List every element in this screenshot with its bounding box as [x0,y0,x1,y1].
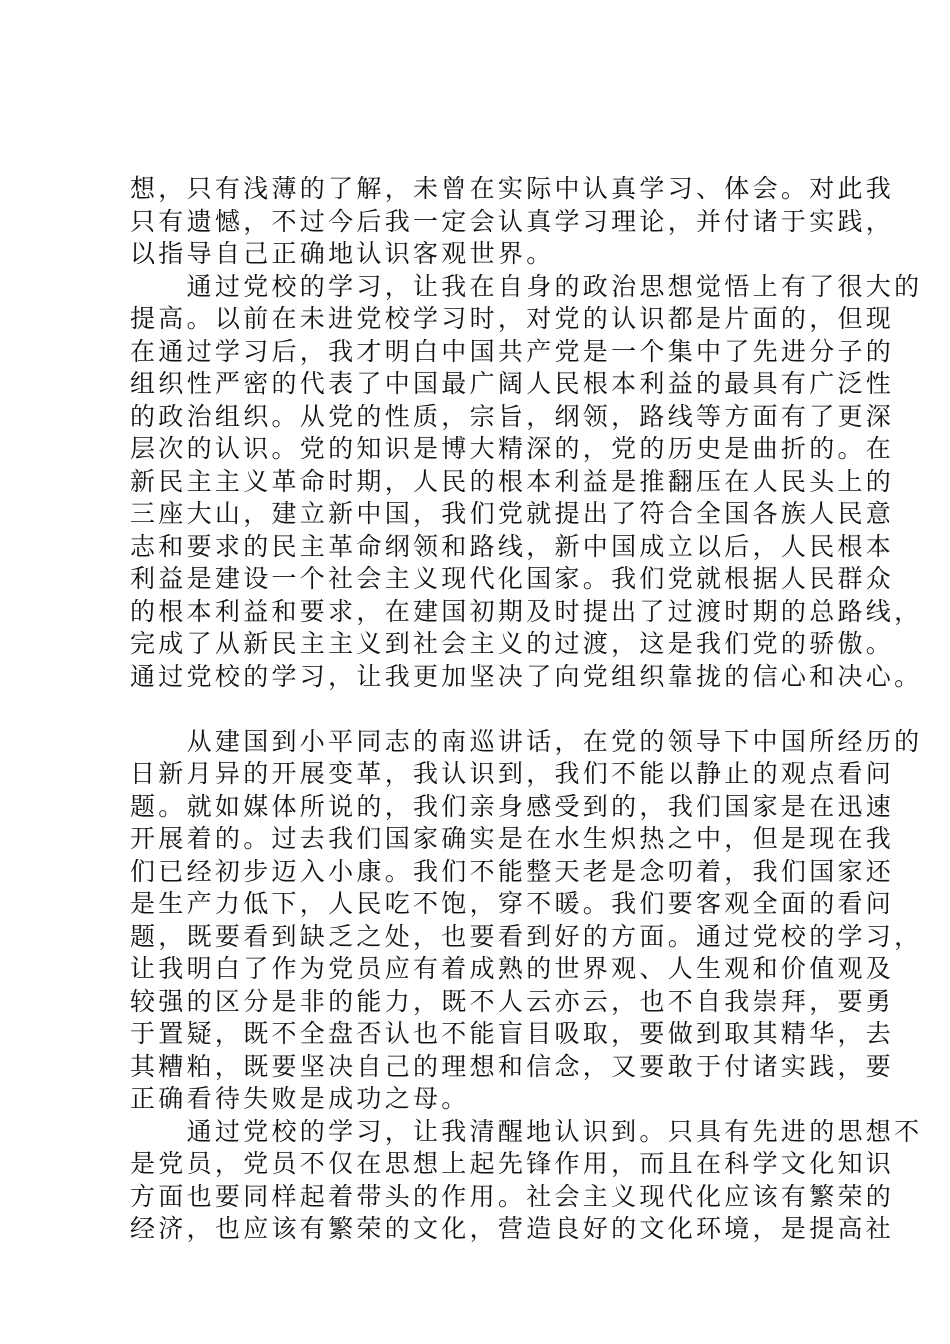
text-line: 是党员，党员不仅在思想上起先锋作用，而且在科学文化知识 [130,1149,895,1178]
text-line: 正确看待失败是成功之母。 [130,1084,470,1113]
text-line: 从建国到小平同志的南巡讲话，在党的领导下中国所经历的 [130,726,923,756]
text-line: 的根本利益和要求，在建国初期及时提出了过渡时期的总路线， [130,596,923,626]
text-line: 于置疑，既不全盘否认也不能盲目吸取，要做到取其精华，去 [130,1019,895,1048]
text-line: 题。就如媒体所说的，我们亲身感受到的，我们国家是在迅速 [130,791,895,821]
text-line: 志和要求的民主革命纲领和路线，新中国成立以后，人民根本 [130,531,895,561]
text-line: 是生产力低下，人民吃不饱，穿不暖。我们要客观全面的看问 [130,889,895,918]
text-line: 完成了从新民主主义到社会主义的过渡，这是我们党的骄傲。 [130,629,895,658]
text-line: 通过党校的学习，让我清醒地认识到。只具有先进的思想不 [130,1116,923,1146]
text-line: 提高。以前在未进党校学习时，对党的认识都是片面的，但现 [130,304,895,333]
text-line: 日新月异的开展变革，我认识到，我们不能以静止的观点看问 [130,759,895,788]
paragraph-gap [130,693,850,726]
text-line: 通过党校的学习，让我更加坚决了向党组织靠拢的信心和决心。 [130,661,923,691]
text-line: 想，只有浅薄的了解，未曾在实际中认真学习、体会。对此我 [130,174,895,203]
text-line: 层次的认识。党的知识是博大精深的，党的历史是曲折的。在 [130,434,895,463]
text-line: 题，既要看到缺乏之处，也要看到好的方面。通过党校的学习， [130,921,923,951]
text-line: 开展着的。过去我们国家确实是在水生炽热之中，但是现在我 [130,824,895,853]
text-line: 通过党校的学习，让我在自身的政治思想觉悟上有了很大的 [130,271,923,301]
text-line: 三座大山，建立新中国，我们党就提出了符合全国各族人民意 [130,499,895,528]
text-line: 们已经初步迈入小康。我们不能整天老是念叨着，我们国家还 [130,856,895,886]
text-line: 组织性严密的代表了中国最广阔人民根本利益的最具有广泛性 [130,369,895,398]
text-line: 利益是建设一个社会主义现代化国家。我们党就根据人民群众 [130,564,895,593]
text-line: 的政治组织。从党的性质，宗旨，纲领，路线等方面有了更深 [130,401,895,431]
text-line: 新民主主义革命时期，人民的根本利益是推翻压在人民头上的 [130,466,895,496]
text-line: 让我明白了作为党员应有着成熟的世界观、人生观和价值观及 [130,954,895,983]
text-line: 方面也要同样起着带头的作用。社会主义现代化应该有繁荣的 [130,1181,895,1211]
text-line: 以指导自己正确地认识客观世界。 [130,239,555,268]
text-line: 较强的区分是非的能力，既不人云亦云，也不自我崇拜，要勇 [130,986,895,1016]
text-line: 只有遗憾，不过今后我一定会认真学习理论，并付诸于实践， [130,206,895,236]
text-line: 在通过学习后，我才明白中国共产党是一个集中了先进分子的 [130,336,895,366]
text-line: 经济，也应该有繁荣的文化，营造良好的文化环境，是提高社 [130,1214,895,1243]
body-text [130,173,923,1246]
text-line: 其糟粕，既要坚决自己的理想和信念，又要敢于付诸实践，要 [130,1051,895,1081]
